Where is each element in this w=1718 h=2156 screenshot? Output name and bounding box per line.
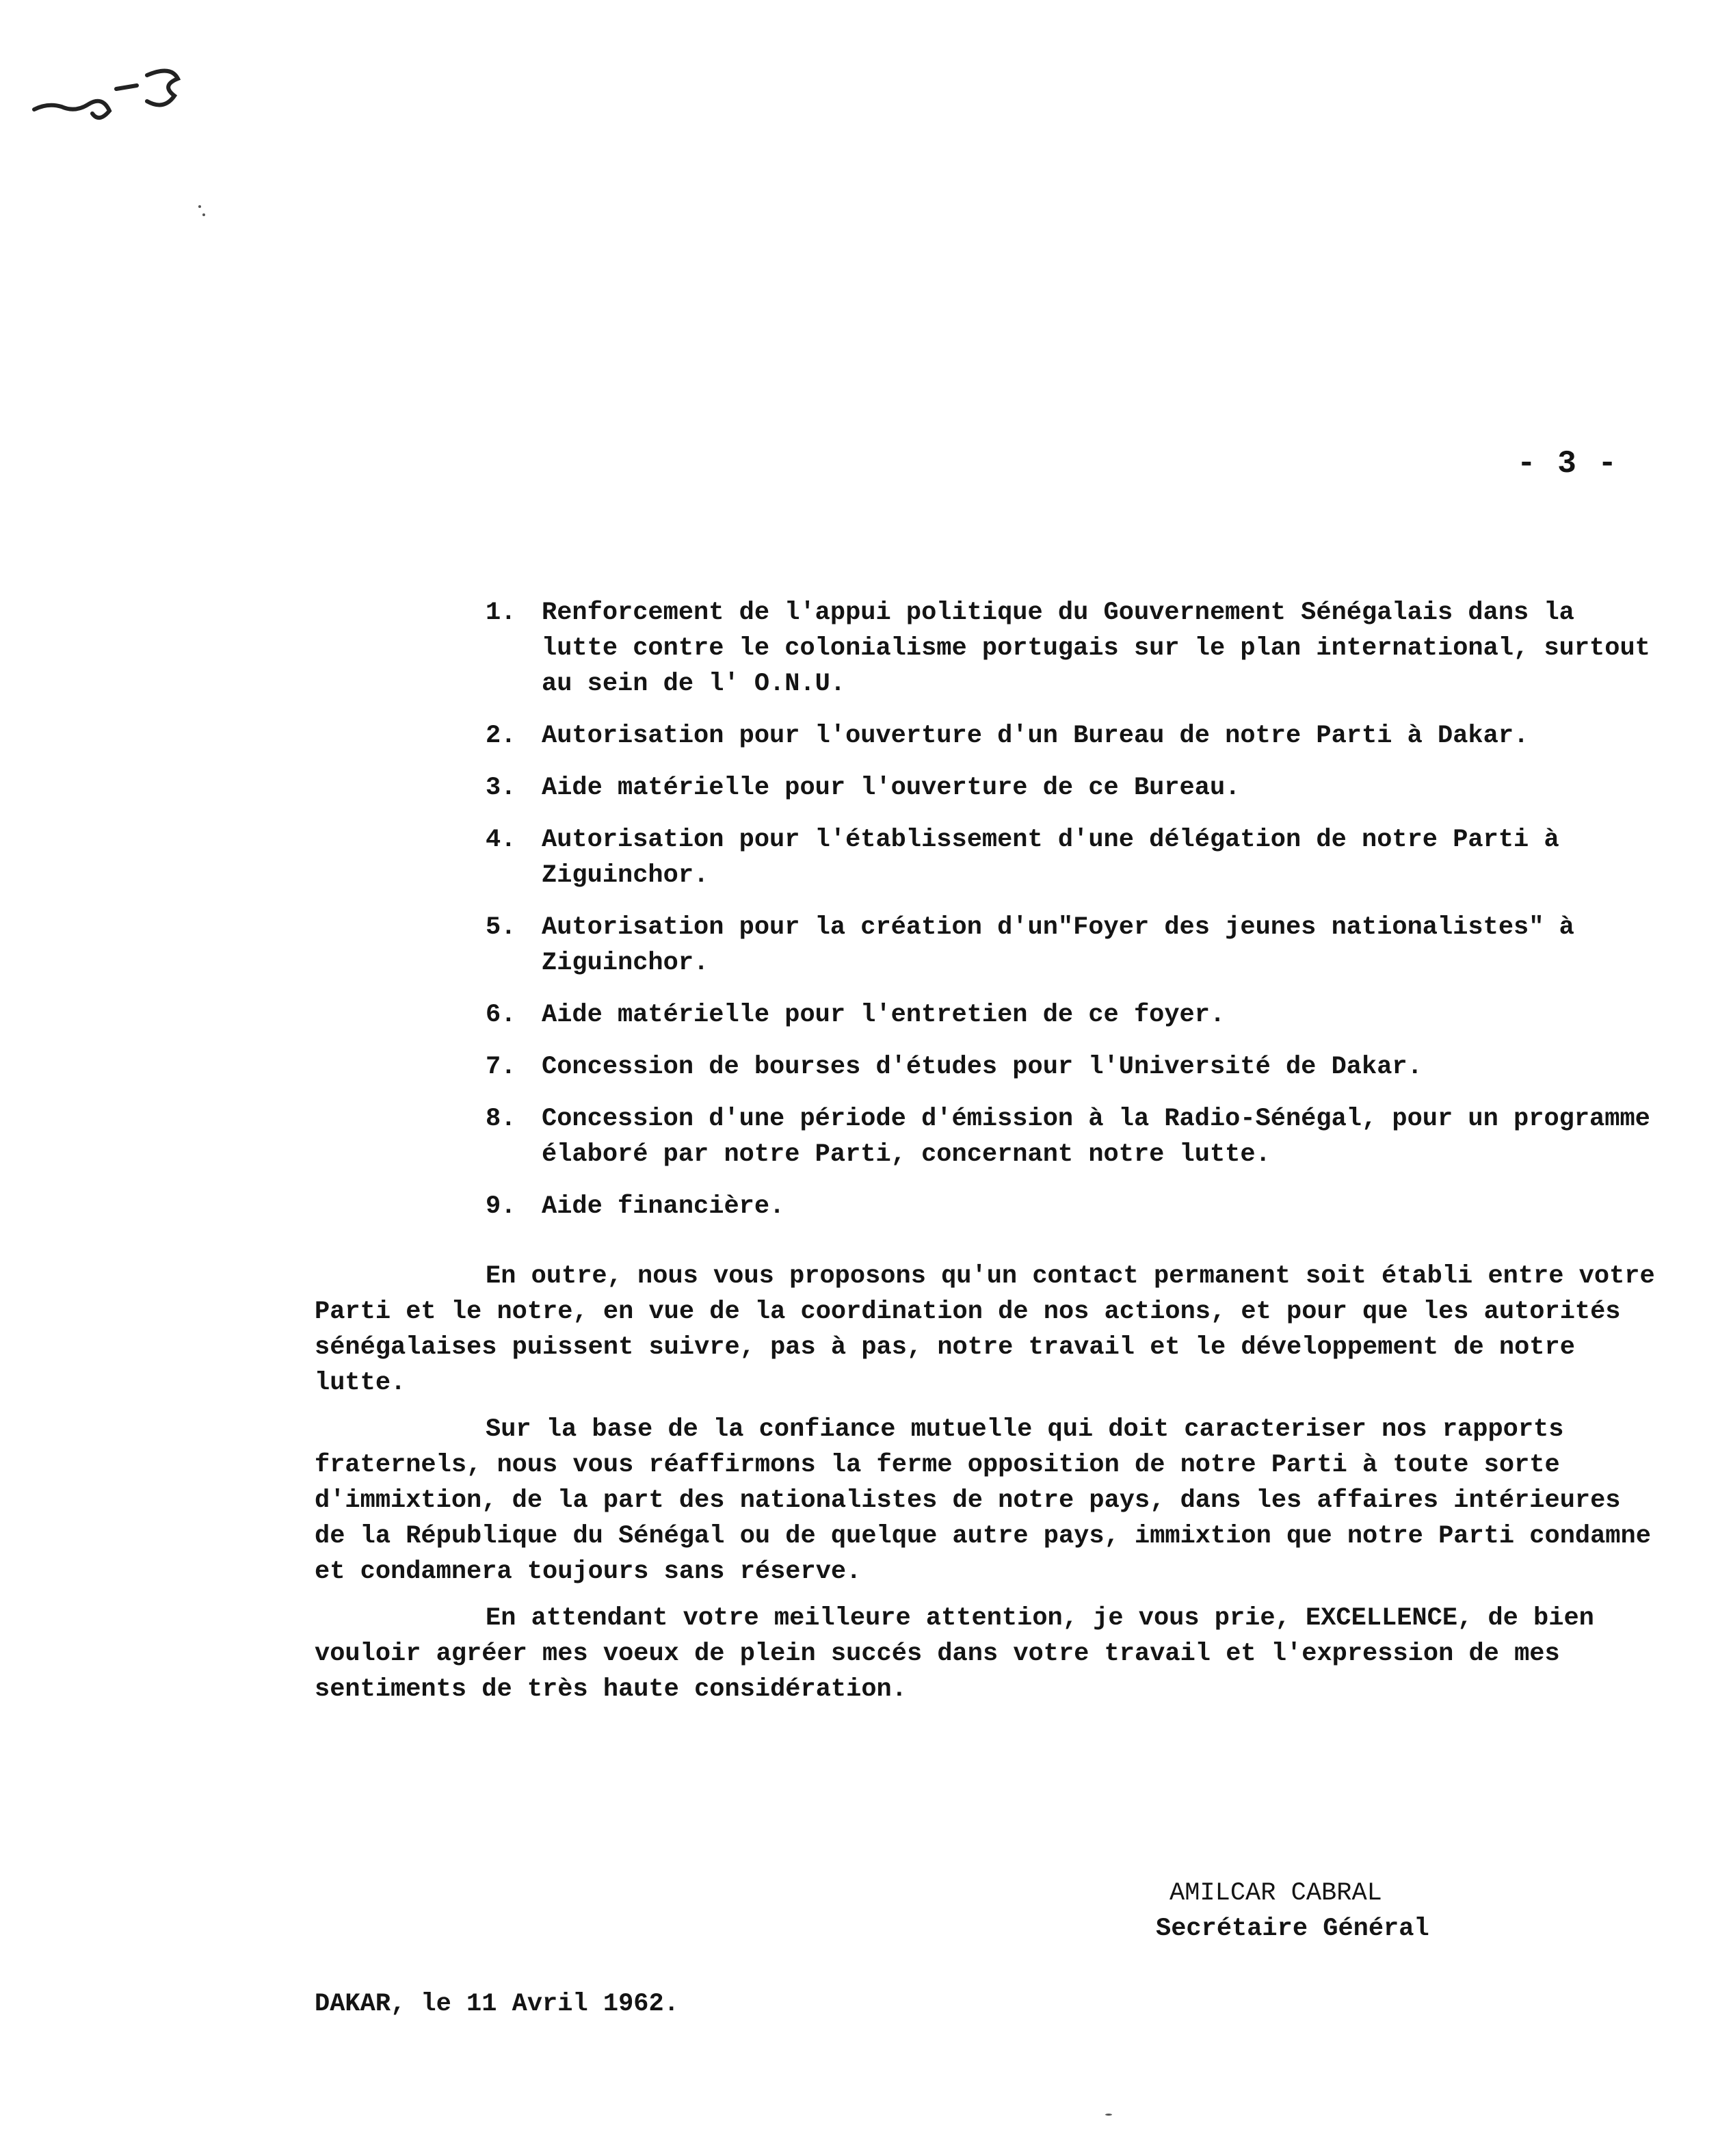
request-number: 3. — [486, 774, 516, 802]
request-text: Aide matérielle pour l'ouverture de ce Bureau. — [542, 774, 1241, 802]
request-text: Aide matérielle pour l'entretien de ce foyer. — [542, 1001, 1226, 1029]
request-text: Renforcement de l'appui politique du Gouvernement Sénégalais dans la lutte contre le colonialisme portugais sur le plan international, surtout au sein de l' O.N.U. — [542, 599, 1650, 698]
request-item — [486, 910, 1655, 981]
request-item — [486, 718, 1655, 754]
request-item — [486, 770, 1655, 806]
page-number: - 3 - — [1517, 446, 1619, 482]
closing-paragraph: En attendant votre meilleure attention, je vous prie, EXCELLENCE, de bien vouloir agréer mes voeux de plein succés dans votre travail et l'expression de mes sentiments de très haute considération. — [315, 1604, 1594, 1704]
request-number: 8. — [486, 1105, 516, 1133]
ink-speck — [202, 213, 205, 216]
request-item — [486, 595, 1655, 702]
request-number: 2. — [486, 722, 516, 750]
signatory-title: Secrétaire Général — [1156, 1915, 1429, 1943]
request-number: 1. — [486, 599, 516, 627]
request-item — [486, 822, 1655, 893]
request-text: Concession d'une période d'émission à la Radio-Sénégal, pour un programme élaboré par notre Parti, concernant notre lutte. — [542, 1105, 1650, 1169]
request-number: 9. — [486, 1192, 516, 1221]
request-number: 5. — [486, 913, 516, 942]
request-number: 7. — [486, 1053, 516, 1081]
request-list — [486, 595, 1655, 1241]
request-text: Autorisation pour l'ouverture d'un Bureau de notre Parti à Dakar. — [542, 722, 1529, 750]
handwritten-mark — [27, 48, 191, 130]
request-text: Aide financière. — [542, 1192, 785, 1221]
request-item — [486, 1189, 1655, 1224]
request-item — [486, 1101, 1655, 1172]
request-item — [486, 997, 1655, 1033]
request-text: Concession de bourses d'études pour l'Université de Dakar. — [542, 1053, 1423, 1081]
ink-speck — [198, 205, 201, 208]
body-paragraph: En outre, nous vous proposons qu'un contact permanent soit établi entre votre Parti et le notre, en vue de la coordination de nos actions, et pour que les autorités sénégalaises puissent suivre, pas à pas, notre travail et le développement de notre lutte. — [315, 1262, 1655, 1397]
request-text: Autorisation pour l'établissement d'une délégation de notre Parti à Ziguinchor. — [542, 826, 1559, 890]
ink-speck — [1105, 2114, 1112, 2116]
signatory-name: AMILCAR CABRAL — [1169, 1879, 1382, 1908]
dateline: DAKAR, le 11 Avril 1962. — [315, 1990, 679, 2019]
request-number: 4. — [486, 826, 516, 854]
signature-block — [1156, 1876, 1429, 1947]
request-text: Autorisation pour la création d'un"Foyer des jeunes nationalistes" à Ziguinchor. — [542, 913, 1574, 977]
request-number: 6. — [486, 1001, 516, 1029]
request-item — [486, 1049, 1655, 1085]
body-paragraph: Sur la base de la confiance mutuelle qui doit caracteriser nos rapports fraternels, nous vous réaffirmons la ferme opposition de notre Parti à toute sorte d'immixtion, de la part des nationalistes de notre pays, dans les affaires intérieures de la République du Sénégal ou de quelque autre pays, immixtion que notre Parti condamne et condamnera toujours sans réserve. — [315, 1415, 1651, 1586]
